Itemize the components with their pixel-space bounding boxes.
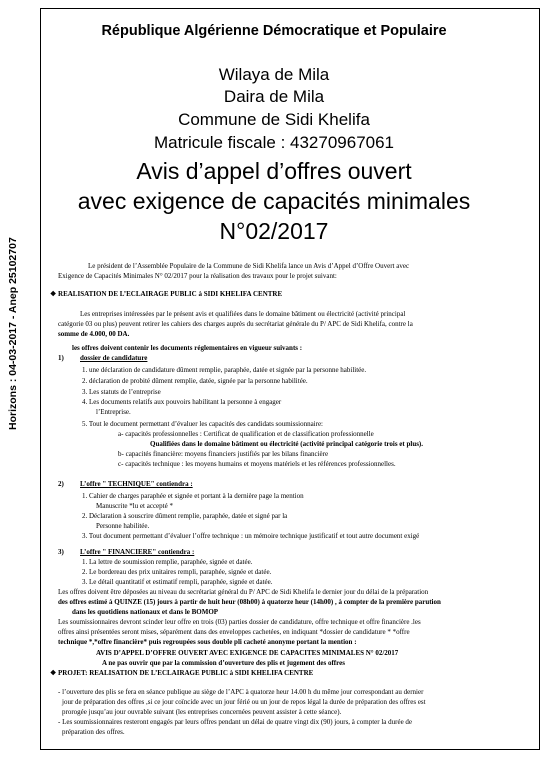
- eligibility-line3: somme de 4.000, 00 DA.: [58, 330, 130, 338]
- notice-number: N°02/2017: [219, 218, 329, 244]
- closing-line: jour de préparation des offres ,si ce jour coïncide avec un jour férié ou un jour de repos légal la durée de préparation des offres est: [62, 698, 426, 706]
- deposit-line: Les soumissionnaires devront scinder leur offre en trois (03) parties dossier de candidature, offre technique et offre financière .les: [58, 618, 421, 626]
- section2-number: 2): [58, 480, 64, 488]
- section2-item: 3. Tout document permettant d’évaluer l’offre technique : un mémoire technique justificatif et tout autre document exigé: [82, 532, 420, 540]
- eligibility-line2: catégorie 03 ou plus) peuvent retirer les cahiers des charges auprès du secrétariat générale du P/ APC de Sidi Khelifa, contre la: [58, 320, 413, 328]
- eligibility-line1: Les entreprises intéressées par le présent avis et qualifiées dans le domaine bâtiment ou électricité (activité principal: [80, 310, 406, 318]
- section2-title: L’offre " TECHNIQUE" contiendra :: [80, 480, 193, 488]
- matricule-line: Matricule fiscale : 43270967061: [153, 133, 395, 152]
- envelope-heading: AVIS D’APPEL D’OFFRE OUVERT AVEC EXIGENCE DE CAPACITES MINIMALES N° 02/2017: [96, 649, 399, 657]
- section1-item: l’Entreprise.: [96, 408, 131, 416]
- section1-item: 1. une déclaration de candidature dûment remplie, paraphée, datée et signée par la personne habilitée.: [82, 366, 367, 374]
- closing-line: - Les soumissionnaires resteront engagés par leurs offres pendant un délai de quatre vingt dix (90) jours, à compter la durée de: [58, 718, 413, 726]
- notice-title-line1: Avis d’appel d’offres ouvert: [136, 158, 412, 184]
- offers-intro: les offres doivent contenir les documents réglementaires en vigueur suivants :: [72, 344, 303, 352]
- intro-line2: Exigence de Capacités Minimales N° 02/2017 pour la réalisation des travaux pour le projet suivant:: [58, 272, 337, 280]
- section3-item: 1. La lettre de soumission remplie, paraphée, signée et datée.: [82, 558, 253, 566]
- project-title: ❖ REALISATION DE L’ECLAIRAGE PUBLIC à SIDI KHELIFA CENTRE: [50, 290, 283, 298]
- section3-number: 3): [58, 548, 64, 556]
- section1-title: dossier de candidature: [80, 354, 148, 362]
- daira-line: Daira de Mila: [223, 87, 325, 106]
- section1-item: 2. déclaration de probité dûment remplie, datée, signée par la personne habilitée.: [82, 377, 308, 385]
- section1-item: 4. Les documents relatifs aux pouvoirs habilitant la personne à engager: [82, 398, 282, 406]
- section2-item: Manuscrite *lu et accepté *: [96, 502, 173, 510]
- closing-line: - l’ouverture des plis se fera en séance publique au siège de l’APC à quatorze heur 14.00 h du même jour correspondant au dernier: [58, 688, 424, 696]
- section3-title: L’offre " FINANCIERE" contiendra :: [80, 548, 195, 556]
- commune-line: Commune de Sidi Khelifa: [178, 110, 370, 129]
- section1-item: Qualifiées dans le domaine bâtiment ou électricité (activité principal catégorie trois et plus).: [150, 440, 424, 448]
- section1-item: 3. Les statuts de l’entreprise: [82, 388, 161, 396]
- deposit-line: offres ainsi présentées seront mises, séparément dans des enveloppes cachetées, en indiquant *dossier de candidature * *offre: [58, 628, 410, 636]
- deposit-line: technique *,*offre financière* puis regroupées sous double pli cacheté anonyme portant la mention :: [58, 638, 357, 646]
- section1-item: c- capacités technique : les moyens humains et moyens matériels et les références professionnelles.: [118, 460, 396, 468]
- section2-item: 2. Déclaration à souscrire dûment remplie, paraphée, datée et signé par la: [82, 512, 288, 520]
- wilaya-line: Wilaya de Mila: [218, 65, 330, 84]
- section2-item: 1. Cahier de charges paraphée et signée et portant à la dernière page la mention: [82, 492, 304, 500]
- republic-heading: République Algérienne Démocratique et Populaire: [101, 23, 447, 39]
- closing-line: préparation des offres.: [62, 728, 125, 736]
- section2-item: Personne habilitée.: [96, 522, 150, 530]
- notice-title-line2: avec exigence de capacités minimales: [77, 188, 471, 214]
- deposit-line: Les offres doivent être déposées au niveau du secrétariat général du P/ APC de Sidi Khelifa le dernier jour du délai de la préparation: [58, 588, 429, 596]
- intro-line1: Le président de l’Assemblée Populaire de la Commune de Sidi Khelifa lance un Avis d’Appel d’Offre Ouvert avec: [88, 262, 410, 270]
- deposit-line: des offres estimé à QUINZE (15) jours à partir de huit heur (08h00) à quatorze heur (14h00) , à compter de la première parution: [58, 598, 441, 606]
- publication-side-note: Horizons : 04-03-2017 - Anep 25102707: [7, 237, 19, 430]
- section1-number: 1): [58, 354, 64, 362]
- section3-item: 2. Le bordereau des prix unitaires rempli, paraphée, signée et datée.: [82, 568, 272, 576]
- envelope-warning: A ne pas ouvrir que par la commission d’ouverture des plis et jugement des offres: [102, 659, 345, 667]
- section1-item: b- capacités financière: moyens financiers justifiés par les bilans financière: [118, 450, 329, 458]
- section1-item: 5. Tout le document permettant d’évaluer les capacités des candidats soumissionnaire:: [82, 420, 324, 428]
- section3-item: 3. Le détail quantitatif et estimatif rempli, paraphée, signée et datée.: [82, 578, 273, 586]
- closing-line: prorogée jusqu’au jour ouvrable suivant (les entreprises concernées peuvent assister à cette séance).: [62, 708, 342, 716]
- section1-item: a- capacités professionnelles : Certificat de qualification et de classification professionnelle: [118, 430, 374, 438]
- envelope-project: ❖ PROJET: REALISATION DE L’ECLAIRAGE PUBLIC à SIDI KHELIFA CENTRE: [50, 669, 314, 677]
- deposit-line: dans les quotidiens nationaux et dans le BOMOP: [72, 608, 219, 616]
